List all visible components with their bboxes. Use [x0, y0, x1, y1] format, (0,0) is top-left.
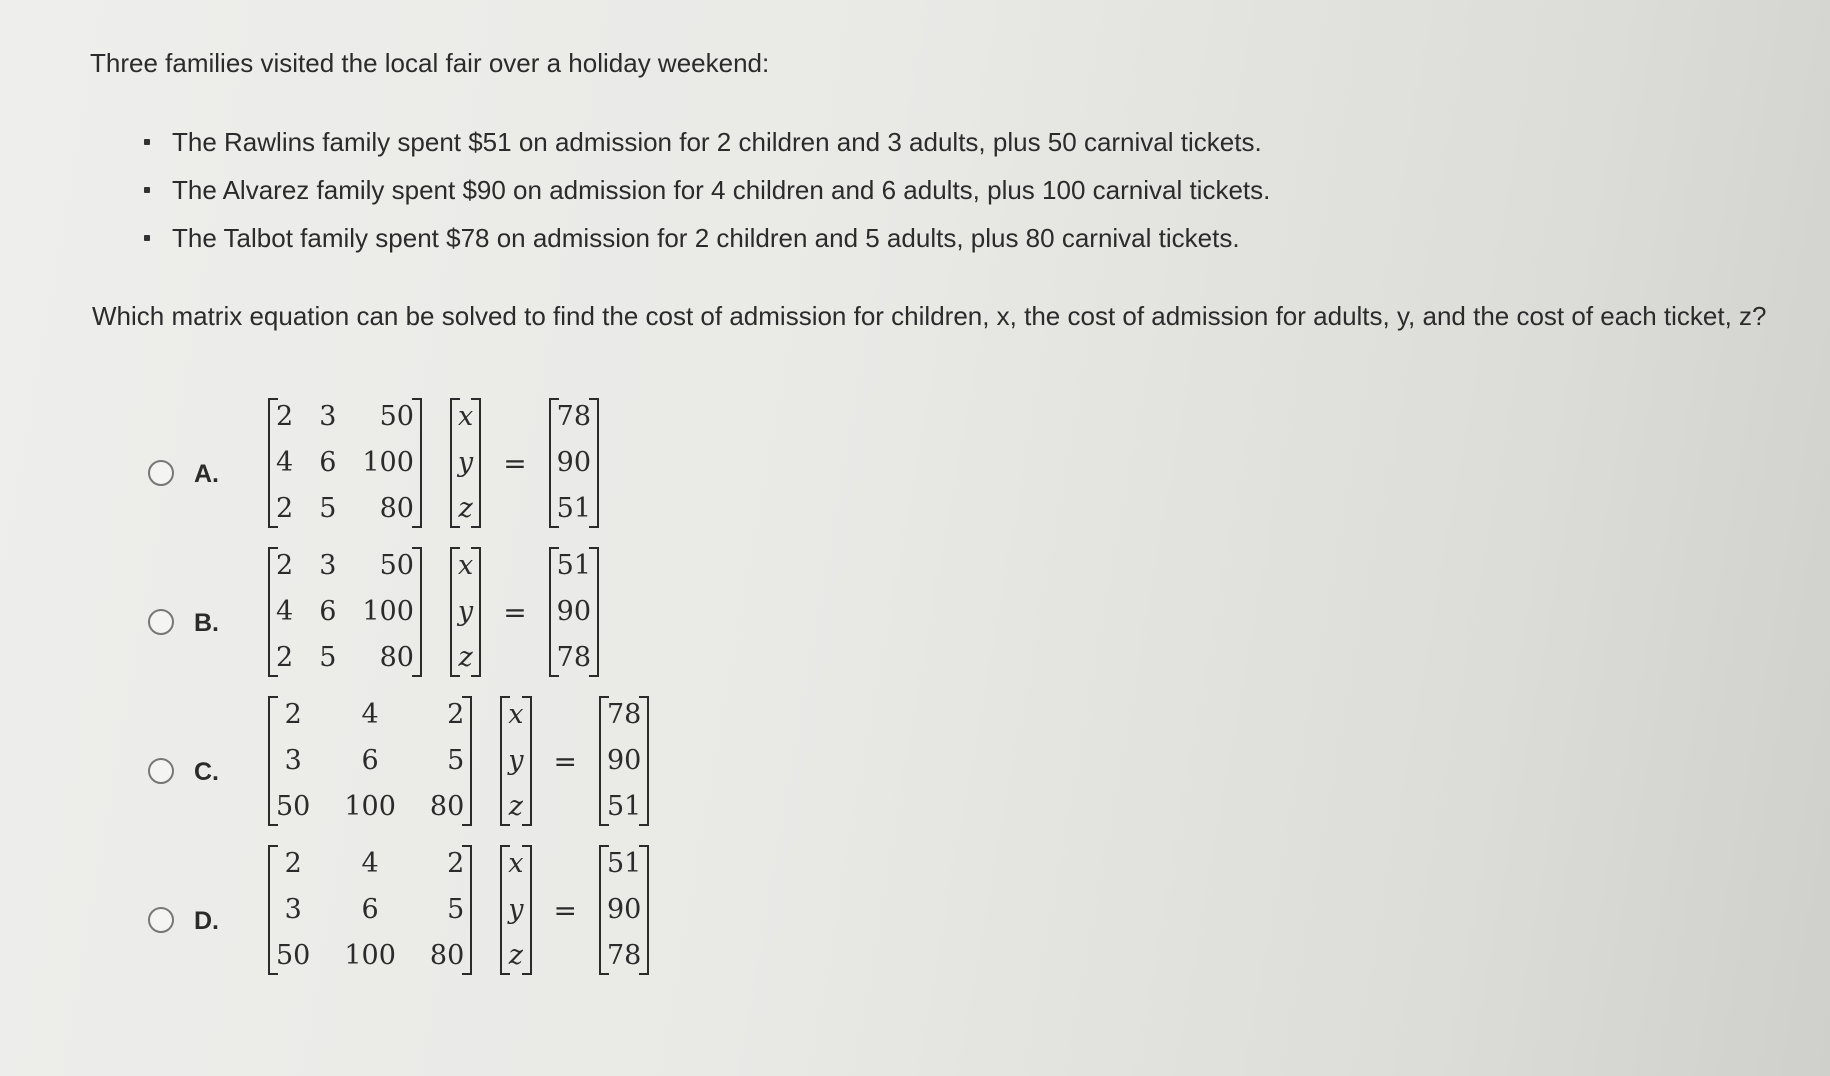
variable-x: x [457, 401, 474, 432]
radio-button-d[interactable] [148, 907, 174, 933]
matrix-cell: 2 [276, 401, 294, 432]
radio-button-c[interactable] [148, 758, 174, 784]
option-letter: D. [194, 907, 219, 935]
constant-cell: 90 [556, 596, 592, 627]
option-letter: A. [194, 460, 219, 488]
matrix-cell: 6 [319, 596, 337, 627]
bullet-icon [144, 139, 150, 145]
equals-sign: = [503, 446, 527, 480]
constant-vector [599, 845, 649, 975]
matrix-cell: 50 [276, 791, 311, 822]
matrix-cell: 50 [379, 550, 414, 581]
variable-y: y [508, 745, 524, 776]
constant-vector [549, 398, 599, 528]
matrix-cell: 5 [319, 493, 337, 524]
intro-text: Three families visited the local fair over a holiday weekend: [90, 48, 770, 78]
variable-vector [500, 845, 531, 975]
equals-sign: = [503, 595, 527, 629]
matrix-cell: 6 [361, 894, 379, 925]
coefficient-matrix [268, 547, 422, 677]
option-letter: C. [194, 758, 219, 786]
radio-button-b[interactable] [148, 609, 174, 635]
matrix-cell: 3 [319, 550, 337, 581]
constant-vector [549, 547, 599, 677]
matrix-equation [268, 542, 599, 682]
bullet-icon [144, 187, 150, 193]
matrix-cell: 6 [361, 745, 379, 776]
option-letter: B. [194, 609, 219, 637]
matrix-cell: 2 [276, 642, 294, 673]
list-item [140, 118, 1270, 166]
list-item [140, 166, 1270, 214]
matrix-cell: 2 [284, 699, 302, 730]
matrix-cell: 80 [429, 940, 465, 971]
coefficient-matrix [268, 398, 422, 528]
constant-cell: 51 [607, 791, 642, 822]
constant-cell: 78 [607, 940, 642, 971]
list-item [140, 214, 1270, 262]
equals-sign: = [553, 744, 577, 778]
matrix-equation [268, 840, 649, 980]
constant-cell: 90 [556, 447, 592, 478]
fact-text: The Alvarez family spent $90 on admission for 4 children and 6 adults, plus 100 carnival tickets. [172, 175, 1271, 205]
matrix-cell: 80 [429, 791, 465, 822]
variable-vector [450, 547, 481, 677]
constant-cell: 78 [607, 699, 642, 730]
fact-text: The Talbot family spent $78 on admission for 2 children and 5 adults, plus 80 carnival tickets. [172, 223, 1240, 253]
matrix-equation [268, 393, 599, 533]
constant-cell: 90 [607, 894, 642, 925]
variable-vector [500, 696, 531, 826]
variable-y: y [457, 447, 474, 478]
variable-z: z [508, 940, 524, 971]
facts-list [140, 118, 1270, 262]
question-text: Which matrix equation can be solved to find the cost of admission for children, x, the cost of admission for adults, y, and the cost of each ticket, z? [92, 301, 1767, 331]
matrix-cell: 100 [344, 791, 396, 822]
coefficient-matrix [268, 845, 472, 975]
matrix-equation [268, 691, 649, 831]
matrix-cell: 5 [447, 745, 465, 776]
matrix-cell: 4 [361, 699, 379, 730]
constant-vector [599, 696, 649, 826]
constant-cell: 90 [607, 745, 642, 776]
matrix-cell: 4 [276, 447, 294, 478]
matrix-cell: 4 [361, 848, 379, 879]
constant-cell: 51 [556, 550, 592, 581]
bullet-icon [144, 235, 150, 241]
matrix-cell: 5 [319, 642, 337, 673]
variable-z: z [458, 493, 473, 524]
variable-x: x [457, 550, 474, 581]
variable-z: z [458, 642, 473, 673]
matrix-cell: 2 [447, 848, 465, 879]
variable-x: x [508, 848, 524, 879]
matrix-cell: 80 [379, 493, 414, 524]
matrix-cell: 5 [447, 894, 465, 925]
matrix-cell: 3 [284, 894, 302, 925]
constant-cell: 78 [556, 642, 592, 673]
matrix-cell: 50 [276, 940, 311, 971]
matrix-cell: 2 [276, 493, 294, 524]
variable-y: y [508, 894, 524, 925]
constant-cell: 51 [556, 493, 592, 524]
matrix-cell: 2 [447, 699, 465, 730]
matrix-cell: 3 [319, 401, 337, 432]
matrix-cell: 6 [319, 447, 337, 478]
variable-y: y [457, 596, 474, 627]
constant-cell: 51 [607, 848, 642, 879]
equals-sign: = [553, 893, 577, 927]
variable-x: x [508, 699, 524, 730]
matrix-cell: 80 [379, 642, 414, 673]
matrix-cell: 50 [379, 401, 414, 432]
variable-vector [450, 398, 481, 528]
fact-text: The Rawlins family spent $51 on admission for 2 children and 3 adults, plus 50 carnival tickets. [172, 127, 1262, 157]
matrix-cell: 2 [284, 848, 302, 879]
matrix-cell: 2 [276, 550, 294, 581]
radio-button-a[interactable] [148, 460, 174, 486]
matrix-cell: 4 [276, 596, 294, 627]
coefficient-matrix [268, 696, 472, 826]
matrix-cell: 100 [344, 940, 396, 971]
matrix-cell: 100 [362, 596, 414, 627]
constant-cell: 78 [556, 401, 592, 432]
variable-z: z [508, 791, 524, 822]
matrix-cell: 100 [362, 447, 414, 478]
matrix-cell: 3 [284, 745, 302, 776]
